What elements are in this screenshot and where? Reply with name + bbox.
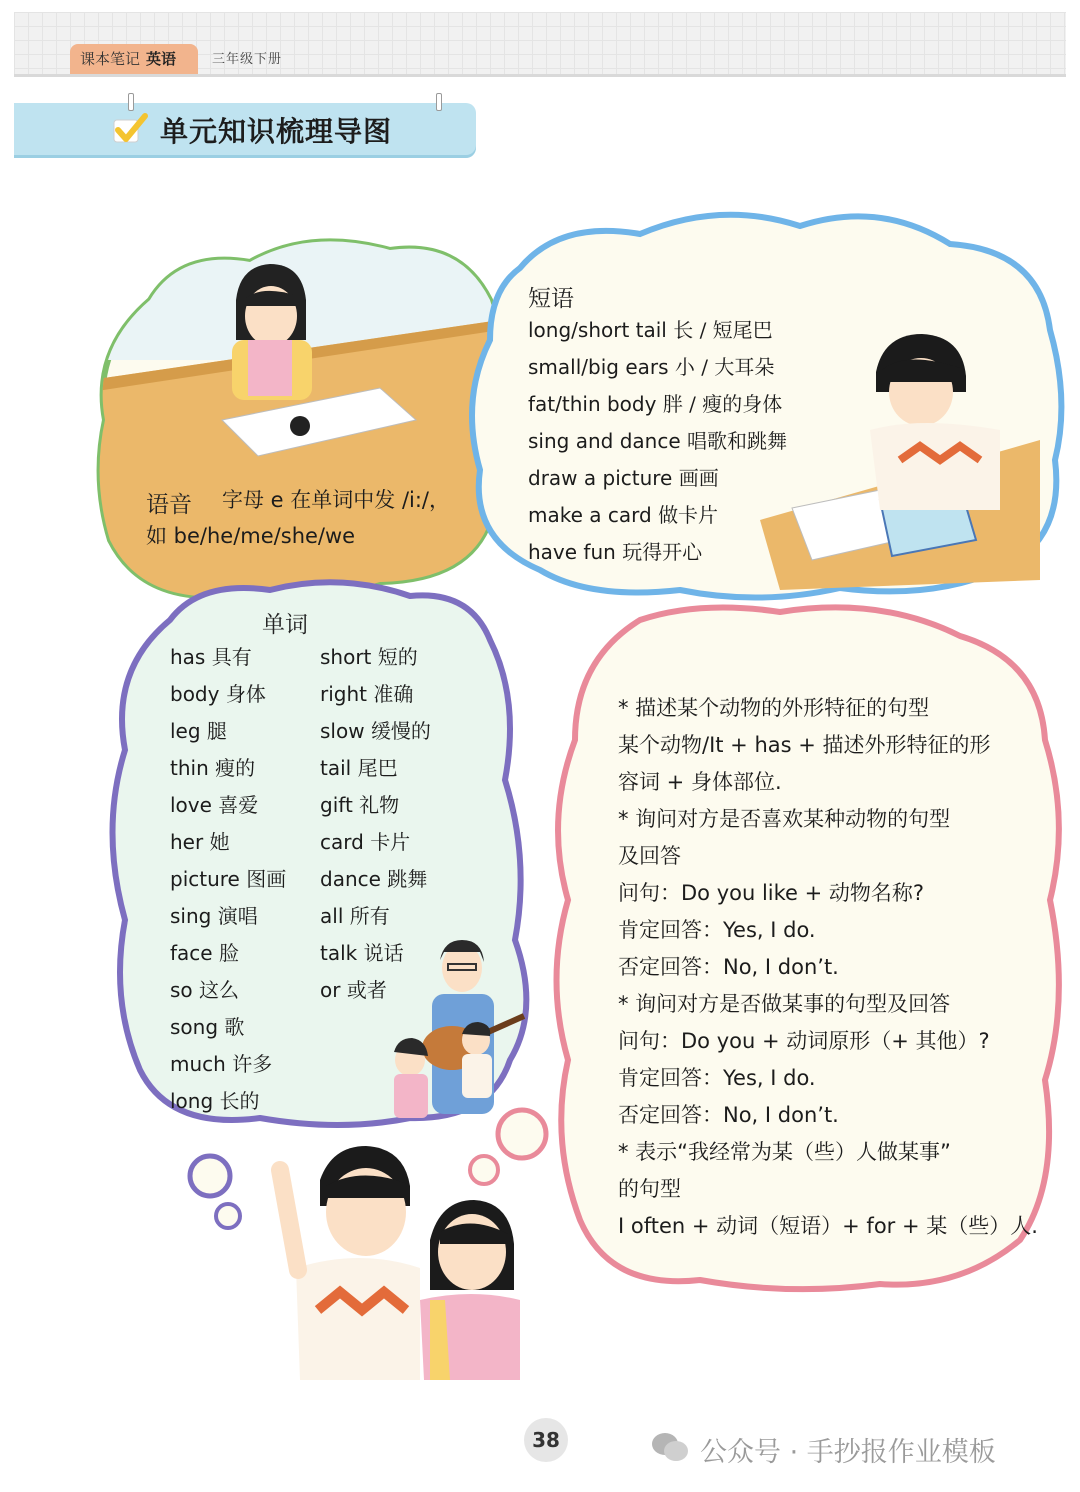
phrase-item-cn: 胖 / 瘦的身体 bbox=[662, 392, 783, 416]
sentence-line: 否定回答：No, I don’t. bbox=[618, 955, 839, 979]
word-item bbox=[320, 756, 398, 780]
word-item-cn: 喜爱 bbox=[218, 793, 259, 817]
sentence-line: 肯定回答：Yes, I do. bbox=[618, 918, 816, 942]
words-heading: 单词 bbox=[262, 612, 308, 638]
sentence-line: * 表示“我经常为某（些）人做某事” bbox=[618, 1140, 951, 1164]
phrase-item-cn: 画画 bbox=[678, 466, 719, 490]
thought-bubble-purple-small bbox=[216, 1204, 240, 1228]
word-item bbox=[320, 830, 410, 854]
sentence-line: * 询问对方是否喜欢某种动物的句型 bbox=[618, 807, 951, 831]
word-item bbox=[320, 867, 427, 891]
phrase-item-cn: 玩得开心 bbox=[622, 540, 703, 564]
word-item bbox=[170, 719, 227, 743]
sentence-line: I often + 动词（短语）+ for + 某（些）人. bbox=[618, 1214, 1038, 1238]
word-item bbox=[320, 793, 399, 817]
word-item-en: short bbox=[320, 645, 372, 669]
word-item bbox=[320, 682, 413, 706]
word-item-en: slow bbox=[320, 719, 365, 743]
phrase-item bbox=[528, 355, 774, 379]
phrase-item-en: draw a picture bbox=[528, 466, 673, 490]
phrase-item-en: make a card bbox=[528, 503, 652, 527]
word-item-en: so bbox=[170, 978, 193, 1002]
word-item-cn: 这么 bbox=[199, 978, 240, 1002]
word-item bbox=[170, 978, 239, 1002]
thought-bubble-pink-large bbox=[498, 1110, 546, 1158]
word-item-cn: 许多 bbox=[232, 1052, 273, 1076]
word-item bbox=[320, 719, 431, 743]
word-item-en: body bbox=[170, 682, 220, 706]
word-item bbox=[320, 904, 390, 928]
phrase-item-en: small/big ears bbox=[528, 355, 669, 379]
word-item bbox=[170, 793, 258, 817]
sentence-line: 某个动物/It + has + 描述外形特征的形 bbox=[618, 733, 991, 757]
word-item-cn: 所有 bbox=[349, 904, 390, 928]
word-item-cn: 歌 bbox=[224, 1015, 245, 1039]
word-item-en: or bbox=[320, 978, 341, 1002]
subject-label: 英语 bbox=[146, 50, 177, 68]
word-item-cn: 尾巴 bbox=[357, 756, 398, 780]
word-item-en: long bbox=[170, 1089, 214, 1113]
word-item-en: right bbox=[320, 682, 367, 706]
word-item-en: dance bbox=[320, 867, 381, 891]
word-item-cn: 或者 bbox=[346, 978, 387, 1002]
phrase-item bbox=[528, 540, 702, 564]
word-item bbox=[170, 904, 258, 928]
phrase-item-cn: 做卡片 bbox=[658, 503, 719, 527]
phrase-item bbox=[528, 466, 719, 490]
phonics-line-2: 如 be/he/me/she/we bbox=[146, 524, 356, 548]
word-item-en: card bbox=[320, 830, 364, 854]
sentence-line: 问句：Do you like + 动物名称? bbox=[618, 881, 925, 905]
sentence-line: * 询问对方是否做某事的句型及回答 bbox=[618, 992, 951, 1016]
word-item-cn: 图画 bbox=[246, 867, 287, 891]
word-item bbox=[170, 756, 255, 780]
phrase-item bbox=[528, 429, 787, 453]
phonics-heading: 语音 bbox=[146, 492, 192, 518]
word-item-cn: 身体 bbox=[225, 682, 266, 706]
word-item-cn: 具有 bbox=[211, 645, 252, 669]
word-item-en: talk bbox=[320, 941, 358, 965]
word-item-en: has bbox=[170, 645, 206, 669]
word-item-cn: 说话 bbox=[363, 941, 404, 965]
phrase-item-cn: 长 / 短尾巴 bbox=[673, 318, 773, 342]
book-label: 课本笔记 bbox=[80, 50, 141, 68]
word-item-en: sing bbox=[170, 904, 212, 928]
word-item bbox=[170, 645, 252, 669]
phrase-item-en: long/short tail bbox=[528, 318, 667, 342]
thought-bubble-purple-large bbox=[190, 1156, 230, 1196]
word-item bbox=[170, 682, 266, 706]
word-item-en: picture bbox=[170, 867, 240, 891]
word-item bbox=[170, 867, 286, 891]
word-item bbox=[170, 1015, 244, 1039]
word-item-en: much bbox=[170, 1052, 226, 1076]
phrase-item-cn: 小 / 大耳朵 bbox=[674, 355, 775, 379]
word-item-cn: 短的 bbox=[377, 645, 418, 669]
word-item-en: thin bbox=[170, 756, 209, 780]
word-item-en: face bbox=[170, 941, 213, 965]
wechat-icon bbox=[650, 1431, 690, 1463]
word-item-cn: 准确 bbox=[373, 682, 414, 706]
sentence-line: 的句型 bbox=[618, 1177, 681, 1201]
grade-label: 三年级下册 bbox=[212, 52, 283, 67]
sentence-line: 肯定回答：Yes, I do. bbox=[618, 1066, 816, 1090]
phrases-heading: 短语 bbox=[528, 286, 574, 312]
word-item-en: gift bbox=[320, 793, 353, 817]
sentence-line: 及回答 bbox=[618, 844, 681, 868]
page-title: 单元知识梳理导图 bbox=[160, 115, 393, 148]
phrase-item-cn: 唱歌和跳舞 bbox=[686, 429, 787, 453]
sentence-line: 问句：Do you + 动词原形（+ 其他）? bbox=[618, 1029, 990, 1053]
word-item-cn: 演唱 bbox=[217, 904, 258, 928]
word-item-cn: 她 bbox=[209, 830, 230, 854]
word-item-cn: 瘦的 bbox=[215, 756, 256, 780]
phrase-item-en: fat/thin body bbox=[528, 392, 657, 416]
word-item bbox=[320, 645, 418, 669]
word-item-en: leg bbox=[170, 719, 201, 743]
word-item-en: song bbox=[170, 1015, 219, 1039]
phrase-item-en: have fun bbox=[528, 540, 616, 564]
word-item bbox=[170, 830, 230, 854]
word-item bbox=[170, 1089, 260, 1113]
thought-bubble-pink-small bbox=[470, 1156, 498, 1184]
word-item-cn: 缓慢的 bbox=[370, 719, 431, 743]
word-item-en: love bbox=[170, 793, 212, 817]
page-number: 38 bbox=[524, 1418, 568, 1462]
phrase-item-en: sing and dance bbox=[528, 429, 681, 453]
word-item bbox=[320, 978, 387, 1002]
word-item-cn: 长的 bbox=[219, 1089, 260, 1113]
sentence-line: 容词 + 身体部位. bbox=[618, 770, 782, 794]
word-item-cn: 跳舞 bbox=[387, 867, 428, 891]
word-item-en: all bbox=[320, 904, 344, 928]
word-item-cn: 卡片 bbox=[370, 830, 411, 854]
word-item-cn: 脸 bbox=[218, 941, 239, 965]
word-item-cn: 腿 bbox=[206, 719, 227, 743]
word-item-en: her bbox=[170, 830, 204, 854]
phonics-line-1: 字母 e 在单词中发 /i:/， bbox=[222, 488, 451, 512]
phrase-item bbox=[528, 318, 773, 342]
word-item-en: tail bbox=[320, 756, 352, 780]
phrase-item bbox=[528, 392, 782, 416]
sentence-line: 否定回答：No, I don’t. bbox=[618, 1103, 839, 1127]
word-item-cn: 礼物 bbox=[359, 793, 400, 817]
phrase-item bbox=[528, 503, 718, 527]
word-item bbox=[320, 941, 404, 965]
word-item bbox=[170, 1052, 272, 1076]
sentence-line: * 描述某个动物的外形特征的句型 bbox=[618, 696, 930, 720]
word-item bbox=[170, 941, 239, 965]
watermark: 公众号 · 手抄报作业模板 bbox=[700, 1437, 996, 1468]
